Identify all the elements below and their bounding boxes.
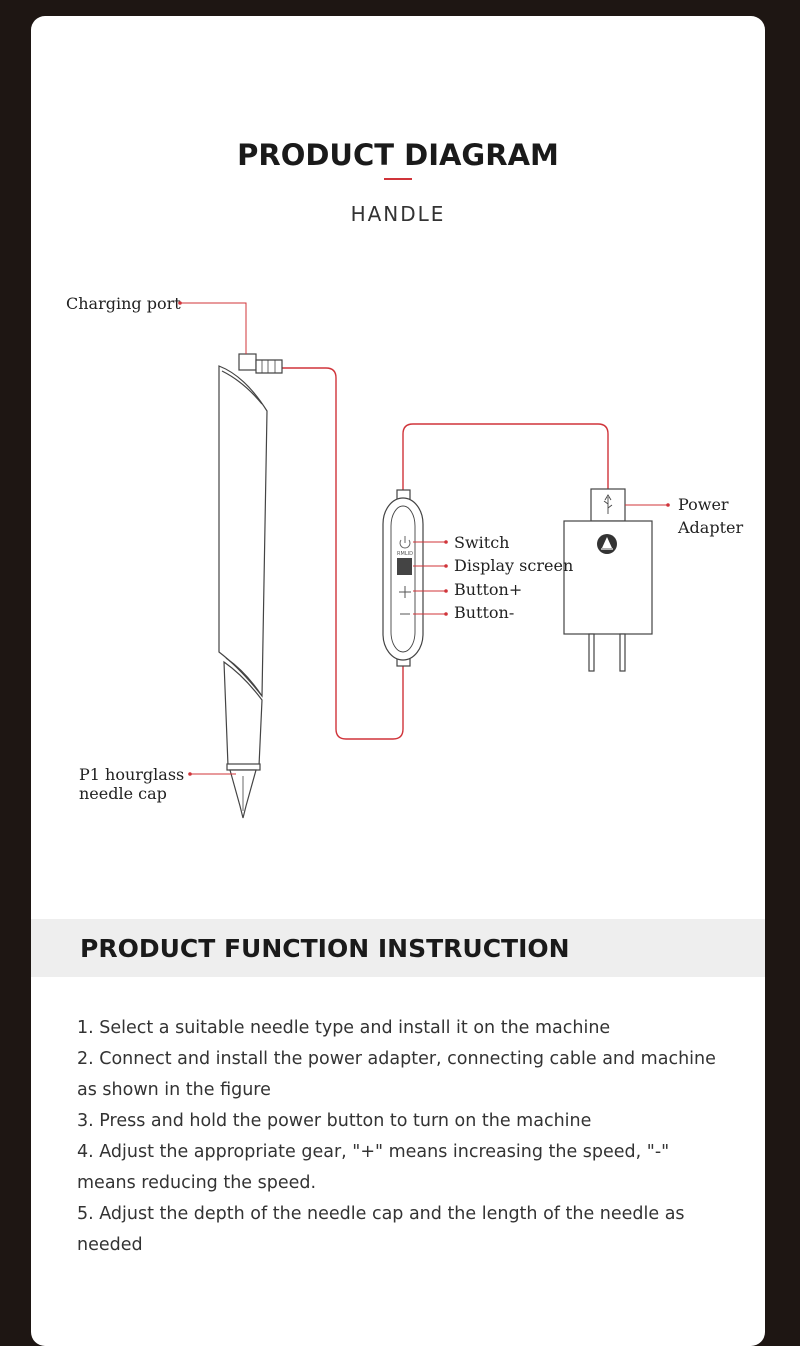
label-needle-cap-line1: P1 hourglass bbox=[79, 765, 185, 784]
instruction-step: 4. Adjust the appropriate gear, "+" means increasing the speed, "-" means reducing the speed. bbox=[77, 1142, 670, 1193]
label-power-adapter-line1: Power bbox=[678, 495, 729, 514]
label-power-adapter-line2: Adapter bbox=[678, 518, 744, 537]
label-charging-port: Charging port bbox=[66, 294, 181, 313]
pen-collar bbox=[227, 764, 260, 770]
page-subtitle: HANDLE bbox=[350, 202, 446, 226]
instruction-step: 2. Connect and install the power adapter, connecting cable and machine as shown in the figure bbox=[77, 1049, 716, 1100]
instruction-step: 1. Select a suitable needle type and install it on the machine bbox=[77, 1018, 611, 1038]
label-switch: Switch bbox=[454, 533, 510, 552]
display-caption: RMLID bbox=[397, 551, 413, 557]
power-adapter bbox=[564, 489, 652, 671]
instruction-list bbox=[77, 1013, 717, 1261]
product-diagram bbox=[31, 16, 765, 916]
page-title: PRODUCT DIAGRAM bbox=[237, 138, 559, 172]
content-card bbox=[31, 16, 765, 1346]
pen-body bbox=[219, 366, 267, 696]
label-button-minus: Button- bbox=[454, 603, 515, 622]
instruction-step: 5. Adjust the depth of the needle cap and the length of the needle as needed bbox=[77, 1204, 685, 1255]
charging-port-socket bbox=[239, 354, 256, 370]
brand-logo-icon bbox=[597, 534, 617, 554]
instruction-title: PRODUCT FUNCTION INSTRUCTION bbox=[80, 934, 570, 963]
display-screen bbox=[397, 558, 412, 575]
speed-controller bbox=[383, 490, 423, 666]
label-button-plus: Button+ bbox=[454, 580, 523, 599]
instruction-step: 3. Press and hold the power button to turn on the machine bbox=[77, 1111, 592, 1131]
charging-plug bbox=[256, 360, 282, 373]
connecting-cable bbox=[282, 368, 608, 739]
label-display-screen: Display screen bbox=[454, 556, 574, 575]
instruction-header-band bbox=[31, 919, 765, 977]
label-needle-cap-line2: needle cap bbox=[79, 784, 167, 803]
pen-handle bbox=[219, 354, 282, 818]
